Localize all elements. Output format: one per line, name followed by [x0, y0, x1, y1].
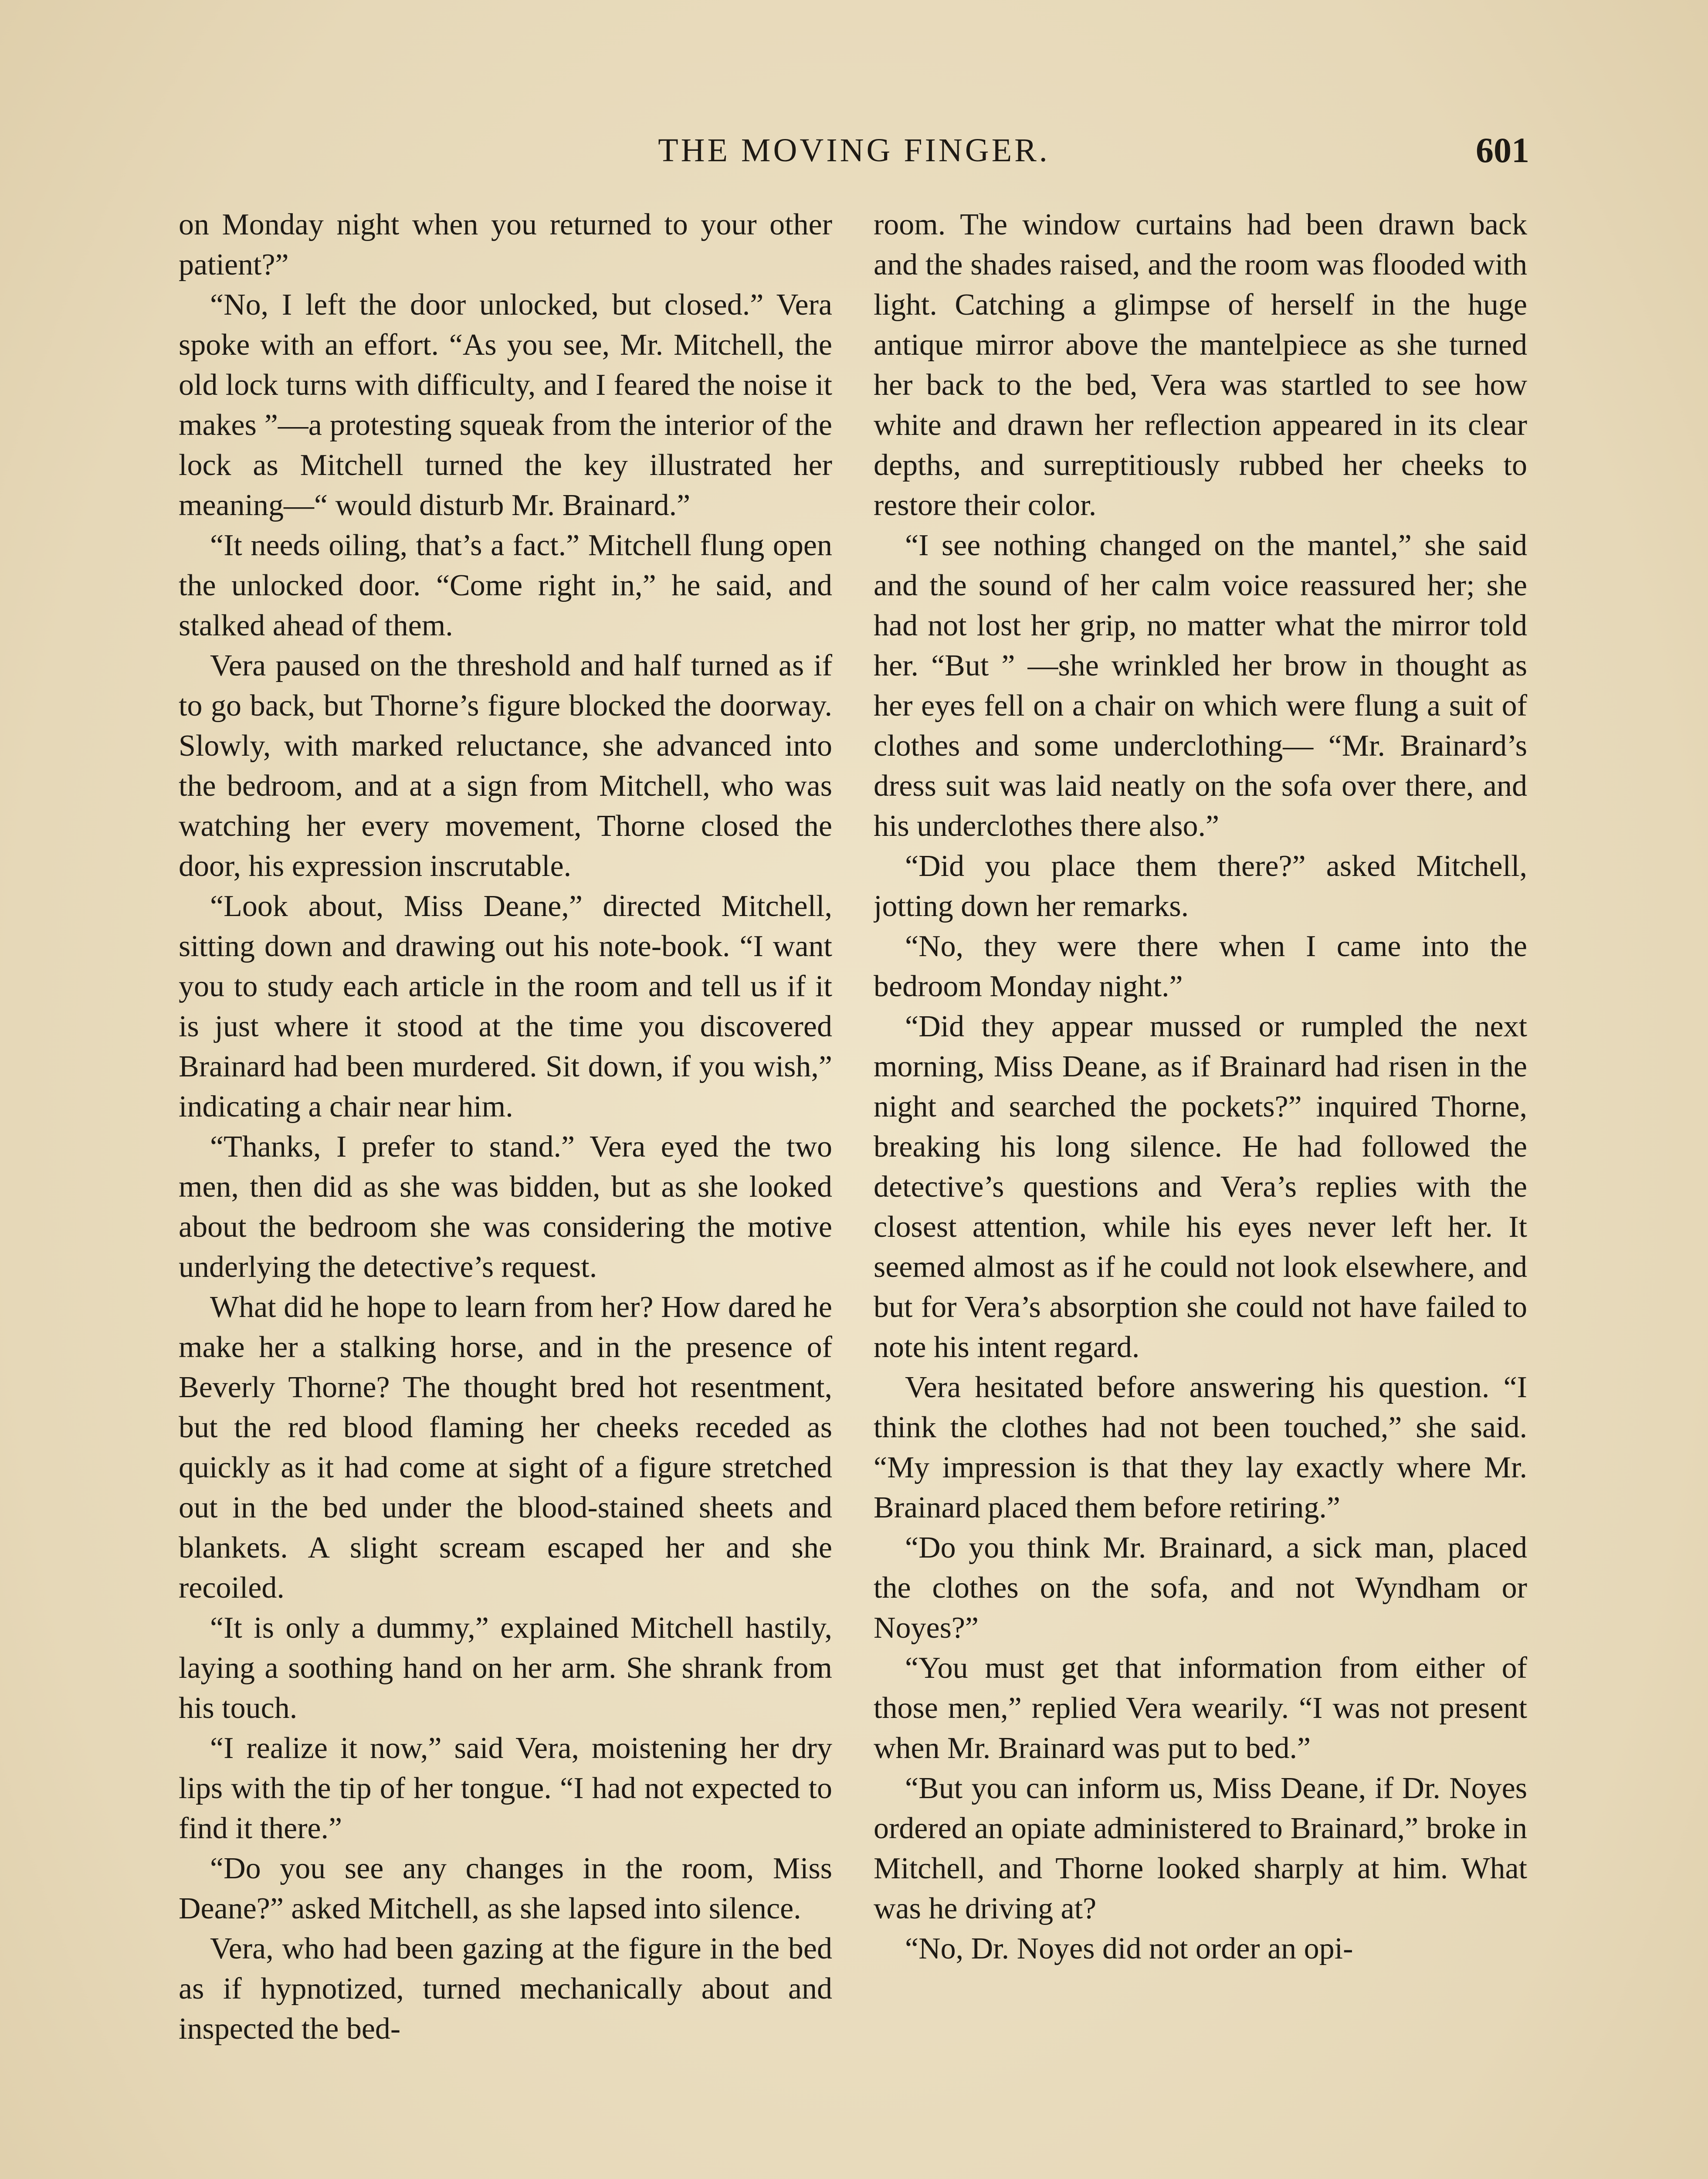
paragraph: Vera, who had been gazing at the figure in the bed as if hypnotized, turned mechanically about and inspected the bed- — [179, 1932, 832, 2046]
paragraph: “Thanks, I prefer to stand.” Vera eyed the two men, then did as she was bidden, but as she looked about the bedroom she was considering the motive underlying the detective’s request. — [179, 1130, 832, 1284]
paragraph: “Did you place them there?” asked Mitchell, jotting down her remarks. — [874, 849, 1527, 923]
paragraph: “No, they were there when I came into the bedroom Monday night.” — [874, 930, 1527, 1003]
paragraph: Vera hesitated before answering his question. “I think the clothes had not been touched,” she said. “My impression is that they lay exactly where Mr. Brainard placed them before retiring.” — [874, 1371, 1527, 1524]
paragraph: “I see nothing changed on the mantel,” she said and the sound of her calm voice reassured her; she had not lost her grip, no matter what the mirror told her. “But ” —she wrinkled her brow in thought as her eyes fell on a chair on which were flung a suit of clothes and some underclothing— “Mr. Brainard’s dress suit was laid neatly on the sofa over there, and his underclothes there also.” — [874, 529, 1527, 843]
paragraph: “No, Dr. Noyes did not order an opi- — [905, 1932, 1353, 1965]
paragraph: “Do you see any changes in the room, Miss Deane?” asked Mitchell, as she lapsed into silence. — [179, 1852, 832, 1925]
paragraph: Vera paused on the threshold and half turned as if to go back, but Thorne’s figure blocked the doorway. Slowly, with marked reluctance, she advanced into the bedroom, and at a sign from Mitchell, who was watching her every movement, Thorne closed the door, his expression inscrutable. — [179, 649, 832, 883]
paragraph: What did he hope to learn from her? How dared he make her a stalking horse, and in the presence of Beverly Thorne? The thought bred hot resentment, but the red blood flaming her cheeks receded as quickly as it had come at sight of a figure stretched out in the bed under the blood-stained sheets and blankets. A slight scream escaped her and she recoiled. — [179, 1290, 832, 1605]
paragraph: on Monday night when you returned to your other patient?” — [179, 208, 832, 282]
text-column-left — [179, 205, 832, 2179]
paragraph: room. The window curtains had been drawn back and the shades raised, and the room was flooded with light. Catching a glimpse of herself in the huge antique mirror above the mantelpiece as she turned her back to the bed, Vera was startled to see how white and drawn her reflection appeared in its clear depths, and surreptitiously rubbed her cheeks to restore their color. — [874, 208, 1527, 522]
page-header — [179, 126, 1529, 174]
paragraph: “But you can inform us, Miss Deane, if Dr. Noyes ordered an opiate administered to Brainard,” broke in Mitchell, and Thorne looked sharply at him. What was he driving at? — [874, 1772, 1527, 1925]
paragraph: “It needs oiling, that’s a fact.” Mitchell flung open the unlocked door. “Come right in,” he said, and stalked ahead of them. — [179, 529, 832, 642]
page-number: 601 — [1476, 130, 1529, 170]
text-column-right — [874, 205, 1527, 2179]
running-title: THE MOVING FINGER. — [658, 132, 1050, 169]
paragraph: “Look about, Miss Deane,” directed Mitchell, sitting down and drawing out his note-book. “I want you to study each article in the room and tell us if it is just where it stood at the time you discovered Brainard had been murdered. Sit down, if you wish,” indicating a chair near him. — [179, 889, 832, 1123]
paragraph: “No, I left the door unlocked, but closed.” Vera spoke with an effort. “As you see, Mr. Mitchell, the old lock turns with difficulty, and I feared the noise it makes ”—a protesting squeak from the interior of the lock as Mitchell turned the key illustrated her meaning—“ would disturb Mr. Brainard.” — [179, 288, 832, 522]
paragraph: “You must get that information from either of those men,” replied Vera wearily. “I was not present when Mr. Brainard was put to bed.” — [874, 1651, 1527, 1765]
paragraph: “Did they appear mussed or rumpled the next morning, Miss Deane, as if Brainard had risen in the night and searched the pockets?” inquired Thorne, breaking his long silence. He had followed the detective’s questions and Vera’s replies with the closest attention, while his eyes never left her. It seemed almost as if he could not look elsewhere, and but for Vera’s absorption she could not have failed to note his intent regard. — [874, 1010, 1527, 1364]
paragraph: “Do you think Mr. Brainard, a sick man, placed the clothes on the sofa, and not Wyndham or Noyes?” — [874, 1531, 1527, 1645]
paragraph: “I realize it now,” said Vera, moistening her dry lips with the tip of her tongue. “I had not expected to find it there.” — [179, 1731, 832, 1845]
paragraph: “It is only a dummy,” explained Mitchell hastily, laying a soothing hand on her arm. She shrank from his touch. — [179, 1611, 832, 1725]
